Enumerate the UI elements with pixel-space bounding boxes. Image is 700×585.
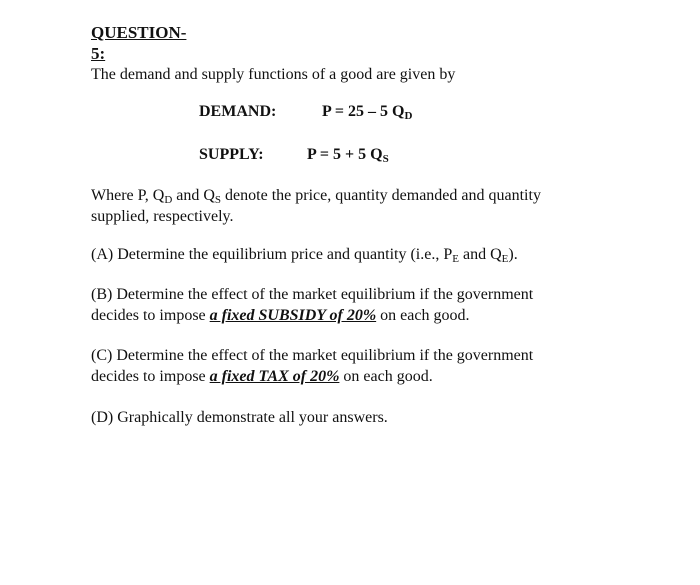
part-c-text-2: on each good. [339,368,433,385]
part-d: (D) Graphically demonstrate all your answers. [91,409,388,426]
demand-equation [91,101,561,122]
supply-subscript: S [382,153,389,165]
part-c-text-1: (C) Determine the effect of the market equilibrium if the government decides to impose [91,347,534,385]
supply-equation [91,144,561,165]
where-paragraph [91,185,561,227]
demand-formula-text: P = 25 – 5 Q [322,103,405,120]
demand-subscript: D [404,110,413,122]
part-a-text-1: (A) Determine the equilibrium price and quantity (i.e., P [91,246,453,263]
question-document [91,22,561,428]
part-a [91,244,561,265]
question-intro: The demand and supply functions of a good are given by [91,66,456,83]
part-b-emphasis: a fixed SUBSIDY of 20% [209,307,377,324]
supply-formula [307,144,389,165]
where-sub-2: S [214,194,222,206]
part-a-sub-1: E [452,253,459,265]
part-c [91,345,561,387]
part-a-text-2: and Q [458,246,502,263]
supply-formula-text: P = 5 + 5 Q [307,146,383,163]
question-heading-line2: 5: [91,44,106,63]
where-text-3: denote the price, quantity demanded and quantity supplied, respectively. [91,187,541,225]
where-sub-1: D [164,194,173,206]
part-b-text-2: on each good. [376,307,470,324]
question-heading [91,22,561,64]
demand-label: DEMAND: [199,103,277,120]
supply-label: SUPPLY: [199,146,264,163]
part-c-emphasis: a fixed TAX of 20% [209,368,340,385]
demand-formula [322,101,412,122]
question-heading-line1: QUESTION- [91,23,187,42]
part-b [91,284,561,326]
where-text-2: and Q [172,187,215,204]
part-a-sub-2: E [501,253,509,265]
part-b-text-1: (B) Determine the effect of the market equilibrium if the government decides to impose [91,286,534,324]
where-text-1: Where P, Q [91,187,165,204]
part-a-text-3: ). [508,246,518,263]
